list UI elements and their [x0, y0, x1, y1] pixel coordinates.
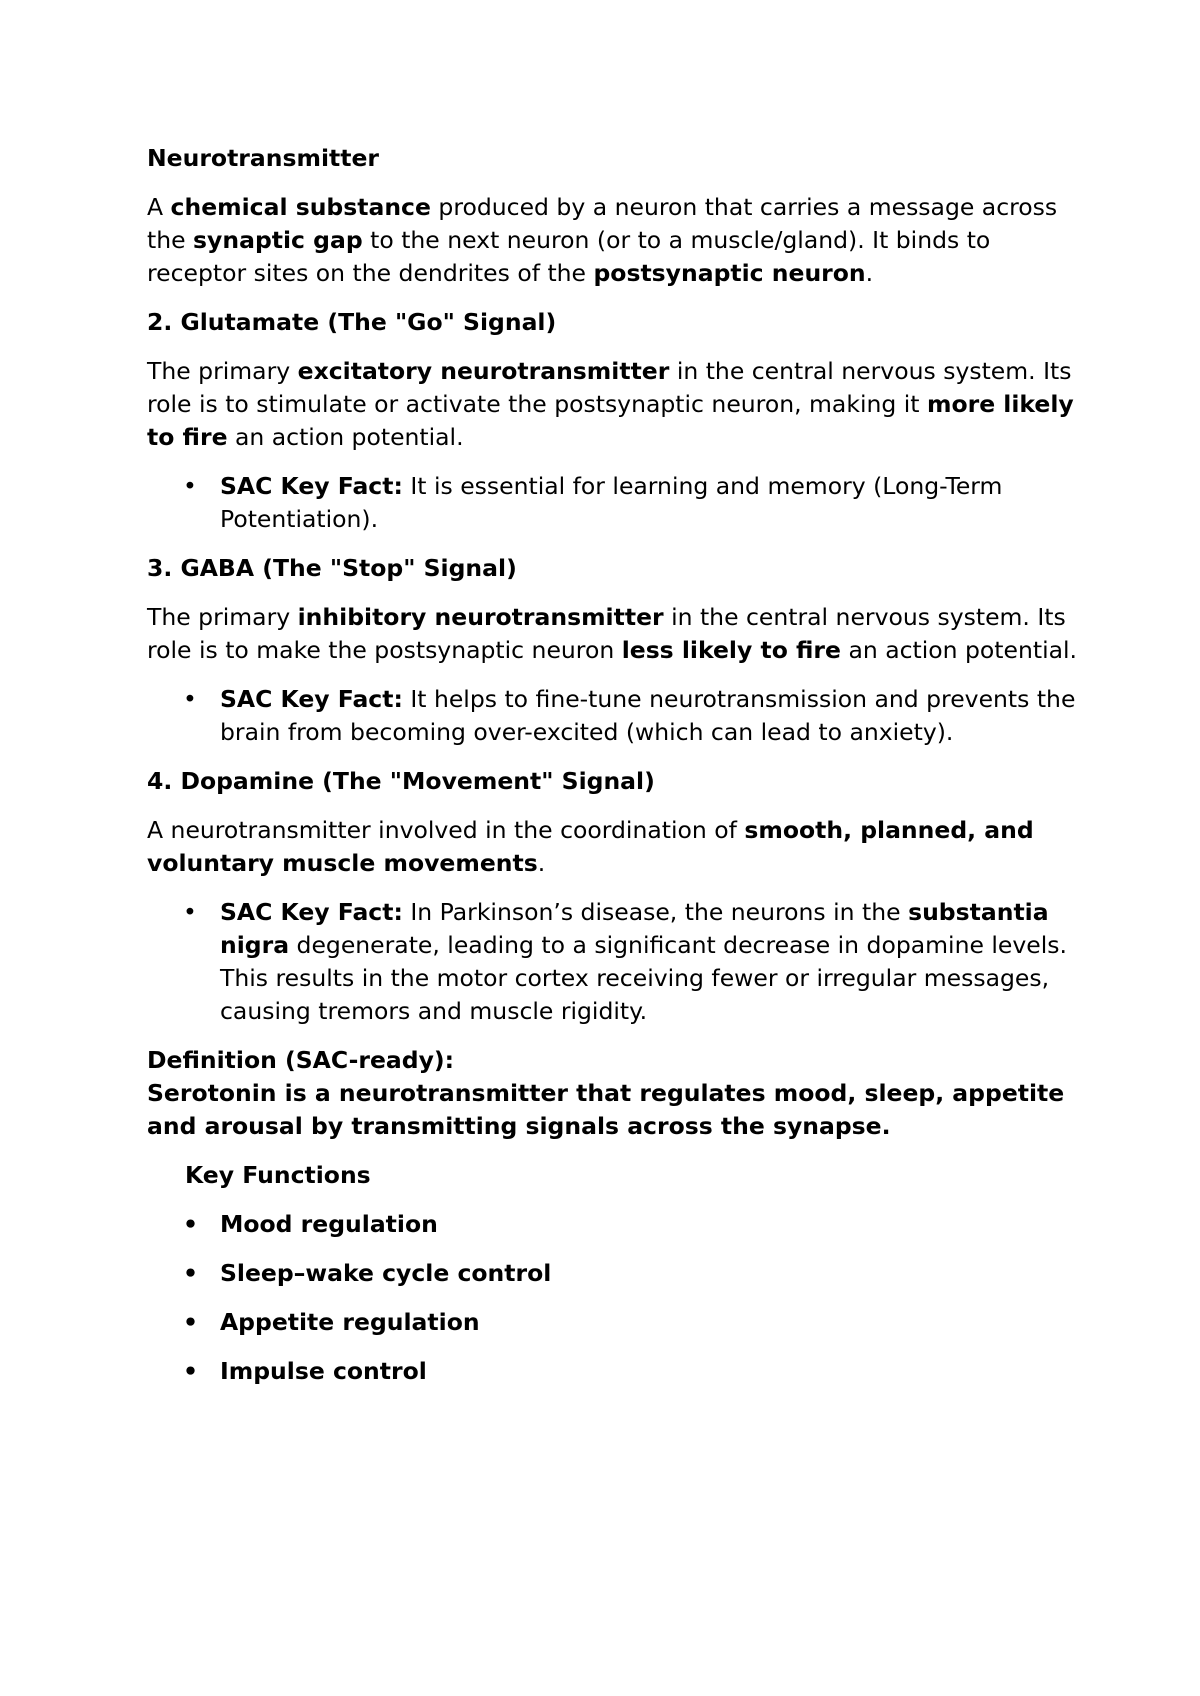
glutamate-text-1: The primary [147, 357, 298, 385]
bullet-icon: • [183, 898, 197, 926]
key-function-text: Impulse control [220, 1357, 427, 1385]
bullet-icon: • [183, 1210, 199, 1238]
definition-text: Serotonin is a neurotransmitter that regulates mood, sleep, appetite and arousal by transmitting signals across the synapse. [147, 1079, 1065, 1140]
bullet-icon: • [183, 1357, 199, 1385]
intro-bold-2: synaptic gap [193, 226, 363, 254]
glutamate-paragraph [147, 355, 1087, 454]
list-item [147, 1257, 1087, 1290]
intro-text-3: to the next neuron (or to a muscle/gland). It binds to receptor sites on the dendrites of the [147, 226, 991, 287]
document-page [147, 142, 1087, 1404]
document-title: Neurotransmitter [147, 144, 380, 172]
bullet-icon: • [183, 1259, 199, 1287]
fact-label: SAC Key Fact: [220, 472, 403, 500]
intro-text-1: A [147, 193, 171, 221]
gaba-bold-2: less likely to fire [621, 636, 841, 664]
list-item [147, 1306, 1087, 1339]
dopamine-text-2: . [537, 849, 546, 877]
gaba-bold-1: inhibitory neurotransmitter [297, 603, 664, 631]
glutamate-text-2: in the central nervous system. Its role is to stimulate or activate the postsynaptic neuron, making it [147, 357, 1072, 418]
key-functions-title: Key Functions [185, 1161, 371, 1189]
intro-bold-3: postsynaptic neuron [593, 259, 866, 287]
gaba-text-3: an action potential. [840, 636, 1078, 664]
list-item [147, 896, 1087, 1028]
fact-text: It helps to fine-tune neurotransmission and prevents the brain from becoming over-excited (which can lead to anxiety). [220, 685, 1076, 746]
definition-label: Definition (SAC-ready): [147, 1046, 455, 1074]
dopamine-text-1: A neurotransmitter involved in the coordination of [147, 816, 745, 844]
intro-text-4: . [865, 259, 874, 287]
dopamine-heading: 4. Dopamine (The "Movement" Signal) [147, 767, 655, 795]
bullet-icon: • [183, 472, 197, 500]
list-item [147, 1355, 1087, 1388]
gaba-paragraph [147, 601, 1087, 667]
glutamate-bold-1: excitatory neurotransmitter [297, 357, 670, 385]
gaba-text-1: The primary [147, 603, 298, 631]
serotonin-definition [147, 1044, 1087, 1143]
intro-paragraph [147, 191, 1087, 290]
dopamine-bold-1: smooth, planned, and voluntary muscle movements [147, 816, 1034, 877]
key-function-text: Mood regulation [220, 1210, 438, 1238]
gaba-text-2: in the central nervous system. Its role is to make the postsynaptic neuron [147, 603, 1066, 664]
key-functions-list [147, 1208, 1087, 1388]
glutamate-heading: 2. Glutamate (The "Go" Signal) [147, 308, 557, 336]
list-item [147, 1208, 1087, 1241]
bullet-icon: • [183, 1308, 199, 1336]
fact-text: It is essential for learning and memory (Long-Term Potentiation). [220, 472, 1003, 533]
glutamate-fact-list [147, 470, 1087, 536]
list-item [147, 683, 1087, 749]
dopamine-fact-list [147, 896, 1087, 1028]
fact-bold-1: substantia nigra [220, 898, 1049, 959]
bullet-icon: • [183, 685, 197, 713]
gaba-fact-list [147, 683, 1087, 749]
key-function-text: Sleep–wake cycle control [220, 1259, 552, 1287]
list-item [147, 470, 1087, 536]
glutamate-bold-2: more likely to fire [147, 390, 1074, 451]
dopamine-paragraph [147, 814, 1087, 880]
fact-label: SAC Key Fact: [220, 898, 403, 926]
gaba-heading: 3. GABA (The "Stop" Signal) [147, 554, 517, 582]
key-function-text: Appetite regulation [220, 1308, 480, 1336]
glutamate-text-3: an action potential. [227, 423, 464, 451]
fact-text-2: degenerate, leading to a significant decrease in dopamine levels. This results in the motor cortex receiving fewer or irregular messages, causing tremors and muscle rigidity. [220, 931, 1067, 1025]
fact-label: SAC Key Fact: [220, 685, 403, 713]
fact-text-1: In Parkinson’s disease, the neurons in the [402, 898, 909, 926]
intro-bold-1: chemical substance [170, 193, 431, 221]
intro-text-2: produced by a neuron that carries a message across the [147, 193, 1058, 254]
